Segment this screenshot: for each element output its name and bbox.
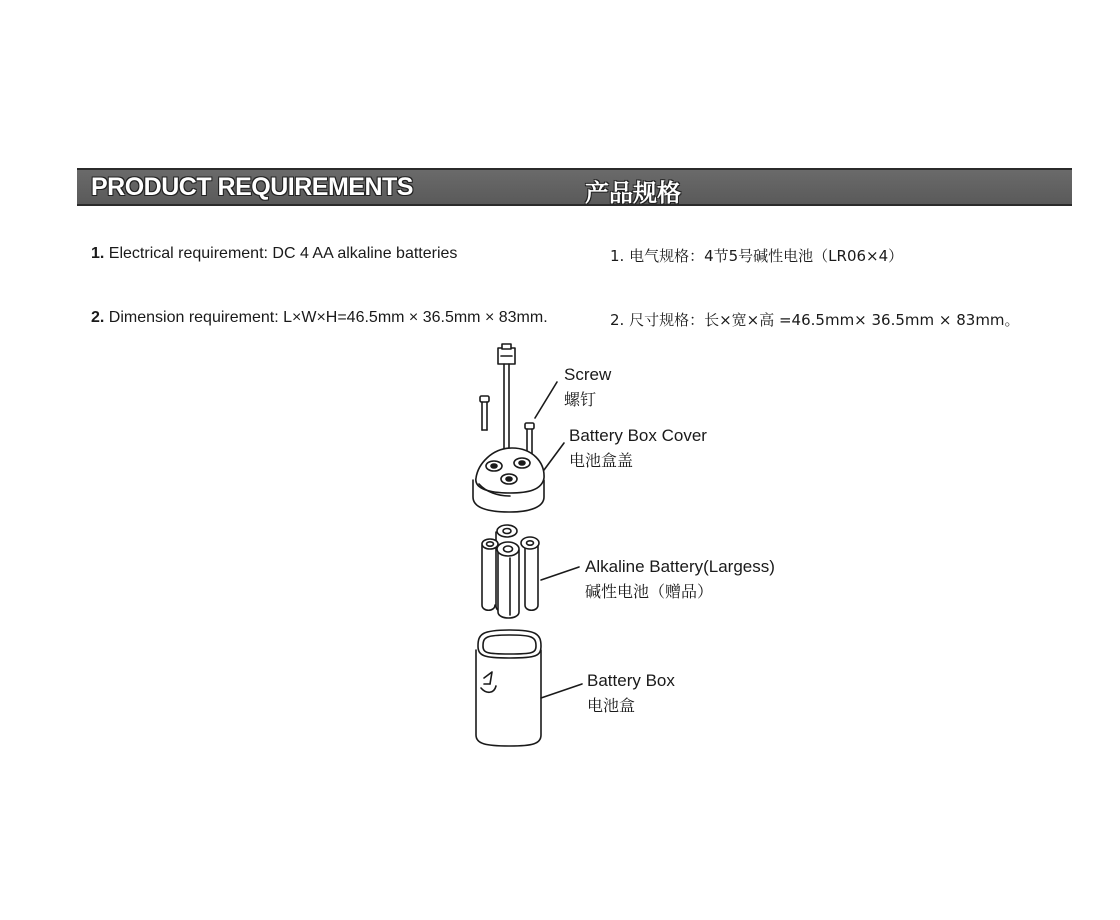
callout-screw-en: Screw [564,365,612,384]
battery-box-icon [476,630,541,746]
callout-cover-zh: 电池盒盖 [569,451,634,470]
screw-left-icon [480,396,489,430]
battery-box-cover-icon [473,448,544,512]
callout-alkaline-battery [585,554,775,604]
requirement-2-zh: 2. 尺寸规格：长×宽×高 =46.5mm× 36.5mm × 83mm。 [610,311,1020,329]
callout-battery-box-cover [569,423,707,473]
callout-screw-zh: 螺钉 [564,390,597,409]
callout-box-zh: 电池盒 [587,696,636,715]
requirement-1-number: 1. [91,245,105,262]
section-title-zh: 产品规格 [585,179,681,207]
callout-cover-en: Battery Box Cover [569,426,707,445]
section-title-en: PRODUCT REQUIREMENTS [91,173,413,201]
callout-screw [564,362,611,412]
connector-plug-icon [498,344,515,460]
callout-battery-box [587,668,675,718]
leader-line-screw [535,382,557,418]
screw-right-icon [525,423,534,454]
callout-box-en: Battery Box [587,671,675,690]
requirement-2-text: Dimension requirement: L×W×H=46.5mm × 36.5mm × 83mm. [108,309,548,326]
leader-line-cover [544,443,564,470]
alkaline-batteries-icon [482,525,539,618]
leader-line-battery [541,567,579,580]
callout-battery-zh: 碱性电池（赠品） [585,582,714,601]
leader-line-box [541,684,582,698]
requirement-1-zh: 1. 电气规格：4节5号碱性电池（LR06×4） [610,247,904,265]
requirement-2-number: 2. [91,309,105,326]
requirement-1-text: Electrical requirement: DC 4 AA alkaline batteries [108,245,458,262]
callout-battery-en: Alkaline Battery(Largess) [585,557,775,576]
